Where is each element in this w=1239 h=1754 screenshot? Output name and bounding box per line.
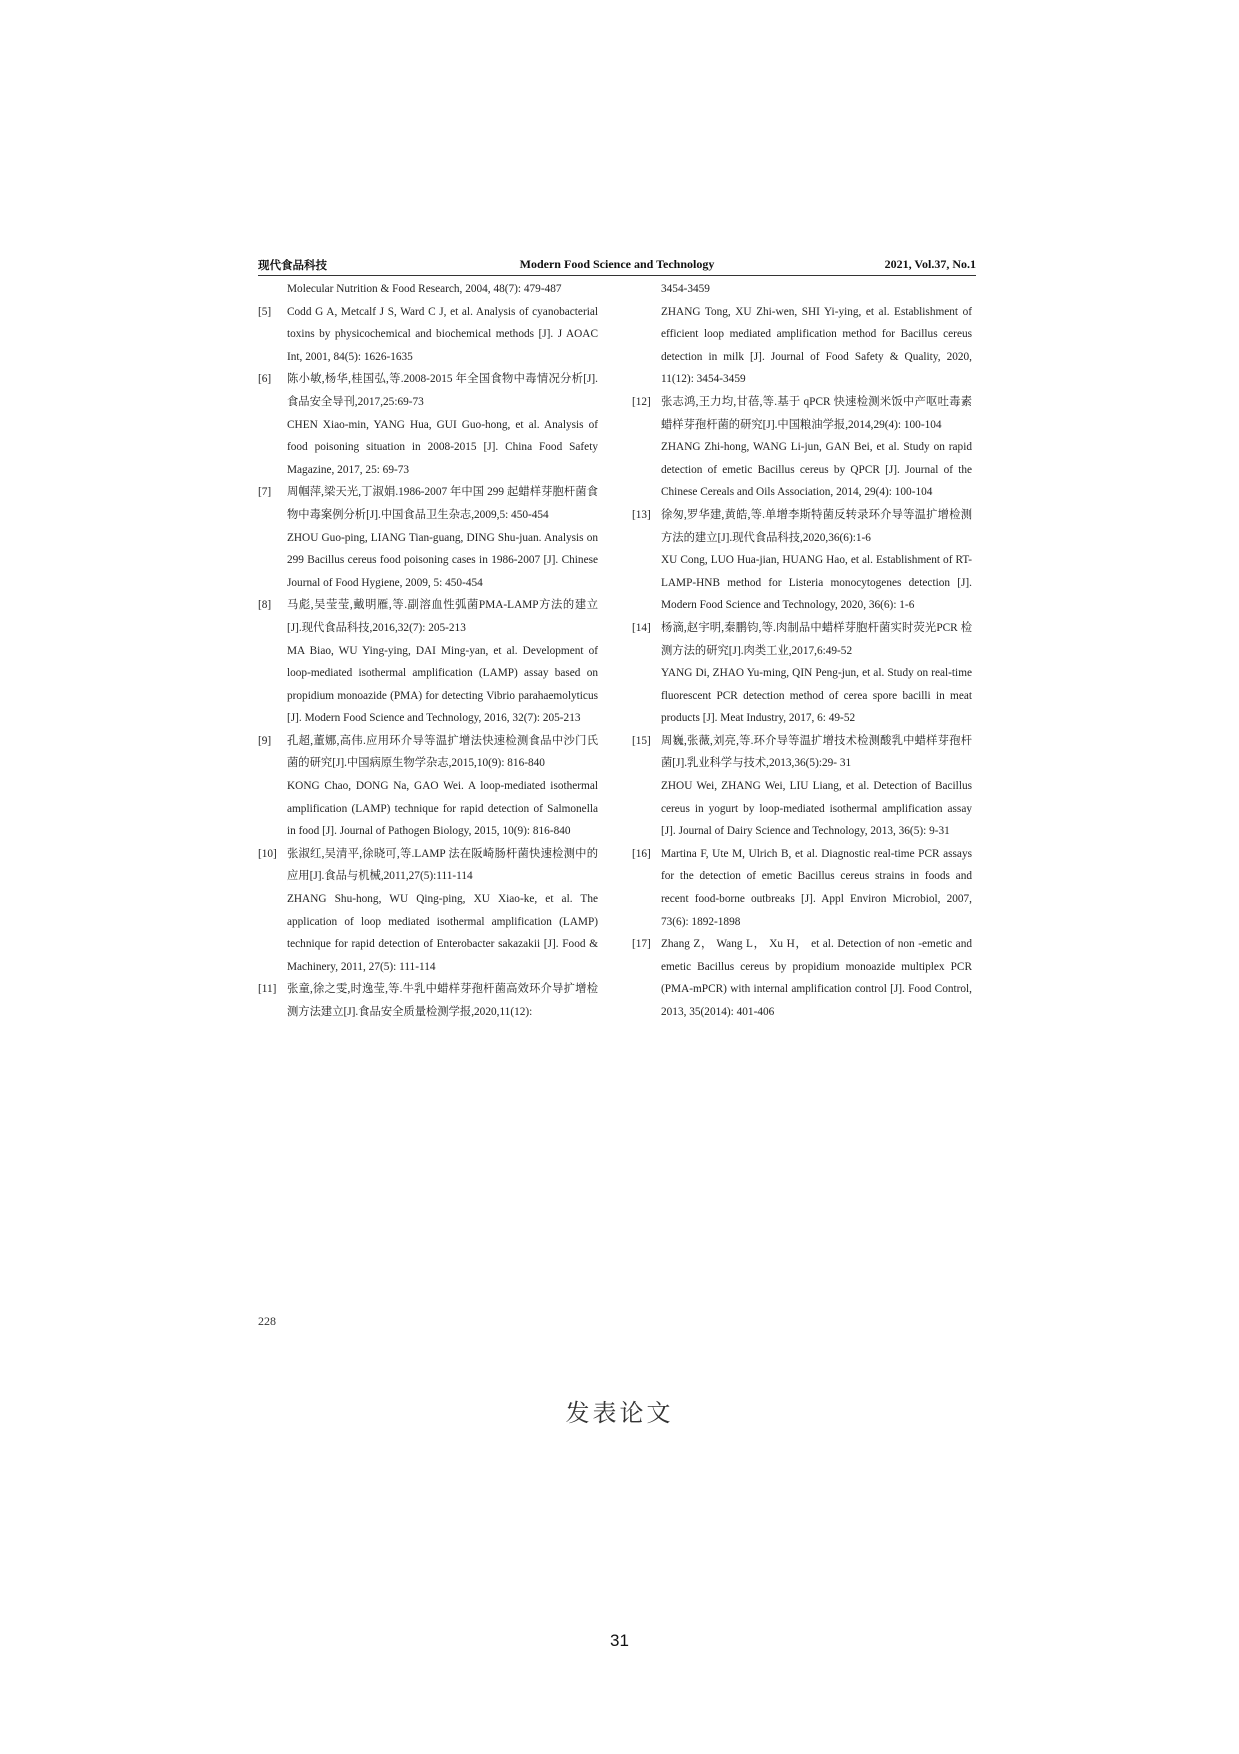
reference-number: [6] [258,373,272,386]
reference-line: Martina F, Ute M, Ulrich B, et al. Diagnostic real-time PCR assays for the detection of emetic Bacillus cereus strains in foods and recent food-borne outbreaks [J]. Appl Environ Microbiol, 2007, 73(6): 1892-1898 [661,847,972,928]
reference-number: [10] [258,847,277,860]
reference-line: 3454-3459 [661,283,710,295]
reference-line: CHEN Xiao-min, YANG Hua, GUI Guo-hong, et al. Analysis of food poisoning situation in 2008-2015 [J]. China Food Safety Magazine, 2017, 25: 69-73 [287,418,598,476]
reference-number: [17] [632,938,651,951]
reference-entry [258,978,598,1023]
reference-entry [258,594,598,730]
reference-continuation: Molecular Nutrition & Food Research, 2004, 48(7): 479-487 [287,283,562,295]
reference-line: 孔超,董娜,高伟.应用环介导等温扩增法快速检测食品中沙门氏菌的研究[J].中国病原生物学杂志,2015,10(9): 816-840 [287,734,598,770]
journal-name-en: Modern Food Science and Technology [519,257,715,271]
running-header [258,255,976,276]
reference-entry [258,481,598,594]
reference-line: 马彪,吴莹莹,戴明雁,等.副溶血性弧菌PMA-LAMP方法的建立[J].现代食品科技,2016,32(7): 205-213 [287,599,598,634]
reference-number: [5] [258,305,272,318]
reference-number: [11] [258,983,277,996]
reference-number: [13] [632,508,651,521]
reference-entry [632,504,972,617]
reference-number: [9] [258,734,272,747]
volume-issue: 2021, Vol.37, No.1 [884,257,976,271]
reference-line: YANG Di, ZHAO Yu-ming, QIN Peng-jun, et al. Study on real-time fluorescent PCR detection method of cerea spore bacilli in meat products [J]. Meat Industry, 2017, 6: 49-52 [661,667,972,725]
reference-line: 周巍,张薇,刘亮,等.环介导等温扩增技术检测酸乳中蜡样芽孢杆菌[J].乳业科学与技术,2013,36(5):29- 31 [661,734,972,770]
reference-entry [258,301,598,369]
reference-line: KONG Chao, DONG Na, GAO Wei. A loop-mediated isothermal amplification (LAMP) technique for rapid detection of Salmonella in food [J]. Journal of Pathogen Biology, 2015, 10(9): 816-840 [287,780,598,838]
reference-number: [16] [632,847,651,860]
reference-entry [632,933,972,1023]
reference-line: 张淑红,吴清平,徐晓可,等.LAMP 法在阪崎肠杆菌快速检测中的应用[J].食品与机械,2011,27(5):111-114 [287,847,598,883]
footer-page-number: 31 [610,1631,629,1650]
reference-line: 张童,徐之雯,时逸莹,等.牛乳中蜡样芽孢杆菌高效环介导扩增检测方法建立[J].食品安全质量检测学报,2020,11(12): [287,983,598,1018]
reference-entry [258,730,598,843]
reference-entry [632,730,972,843]
reference-entry [632,617,972,730]
reference-number: [8] [258,599,272,612]
reference-line: Codd G A, Metcalf J S, Ward C J, et al. Analysis of cyanobacterial toxins by physicochemical and biochemical methods [J]. J AOAC Int, 2001, 84(5): 1626-1635 [287,305,598,363]
reference-line: 陈小敏,杨华,桂国弘,等.2008-2015 年全国食物中毒情况分析[J].食品安全导刊,2017,25:69-73 [287,373,598,408]
left-column [258,278,598,1024]
reference-number: [15] [632,734,651,747]
reference-entry [258,368,598,481]
reference-line: 徐匆,罗华建,黄皓,等.单增李斯特菌反转录环介导等温扩增检测方法的建立[J].现代食品科技,2020,36(6):1-6 [661,508,972,544]
reference-number: [7] [258,486,272,499]
reference-line: 杨滴,赵宇明,秦鹏钧,等.肉制品中蜡样芽胞杆菌实时荧光PCR 检测方法的研究[J].肉类工业,2017,6:49-52 [661,621,972,657]
journal-page [258,255,976,1018]
page-caption: 发表论文 [565,1399,674,1427]
reference-line: Zhang Z， Wang L， Xu H， et al. Detection of non -emetic and emetic Bacillus cereus by propidium monoazide multiplex PCR (PMA-mPCR) with internal amplification control [J]. Food Control, 2013, 35(2014): 401-406 [661,938,972,1018]
reference-line: ZHANG Shu-hong, WU Qing-ping, XU Xiao-ke, et al. The application of loop mediated isothermal amplification (LAMP) technique for rapid detection of Enterobacter sakazakii [J]. Food & Machinery, 2011, 27(5): 111-114 [287,893,598,973]
right-column [632,278,972,1024]
reference-line: 周帼萍,梁天光,丁淑娟.1986-2007 年中国 299 起蜡样芽胞杆菌食物中毒案例分析[J].中国食品卫生杂志,2009,5: 450-454 [287,486,598,521]
journal-name-cn: 现代食品科技 [258,258,327,272]
reference-line: XU Cong, LUO Hua-jian, HUANG Hao, et al. Establishment of RT-LAMP-HNB method for Listeria monocytogenes detection [J]. Modern Food Science and Technology, 2020, 36(6): 1-6 [661,554,972,612]
reference-number: [14] [632,621,651,634]
reference-line: ZHOU Guo-ping, LIANG Tian-guang, DING Shu-juan. Analysis on 299 Bacillus cereus food poisoning cases in 1986-2007 [J]. Chinese Journal of Food Hygiene, 2009, 5: 450-454 [287,531,598,589]
reference-line: MA Biao, WU Ying-ying, DAI Ming-yan, et al. Development of loop-mediated isothermal amplification (LAMP) assay based on propidium monoazide (PMA) for detecting Vibrio parahaemolyticus [J]. Modern Food Science and Technology, 2016, 32(7): 205-213 [287,644,598,725]
reference-entry [632,843,972,933]
reference-entry [258,843,598,979]
reference-entry [632,391,972,504]
reference-number: [12] [632,395,651,408]
reference-line: ZHOU Wei, ZHANG Wei, LIU Liang, et al. Detection of Bacillus cereus in yogurt by loop-mediated isothermal amplification assay [J]. Journal of Dairy Science and Technology, 2013, 36(5): 9-31 [661,780,972,838]
reference-line: ZHANG Zhi-hong, WANG Li-jun, GAN Bei, et al. Study on rapid detection of emetic Bacillus cereus by QPCR [J]. Journal of the Chinese Cereals and Oils Association, 2014, 29(4): 100-104 [661,441,972,499]
reference-line: 张志鸿,王力均,甘蓓,等.基于 qPCR 快速检测米饭中产呕吐毒素蜡样芽孢杆菌的研究[J].中国粮油学报,2014,29(4): 100-104 [661,395,972,431]
reference-line: ZHANG Tong, XU Zhi-wen, SHI Yi-ying, et al. Establishment of efficient loop mediated amplification method for Bacillus cereus detection in milk [J]. Journal of Food Safety & Quality, 2020, 11(12): 3454-3459 [661,305,972,386]
reference-continuation [632,278,972,391]
journal-page-number: 228 [258,1314,276,1328]
